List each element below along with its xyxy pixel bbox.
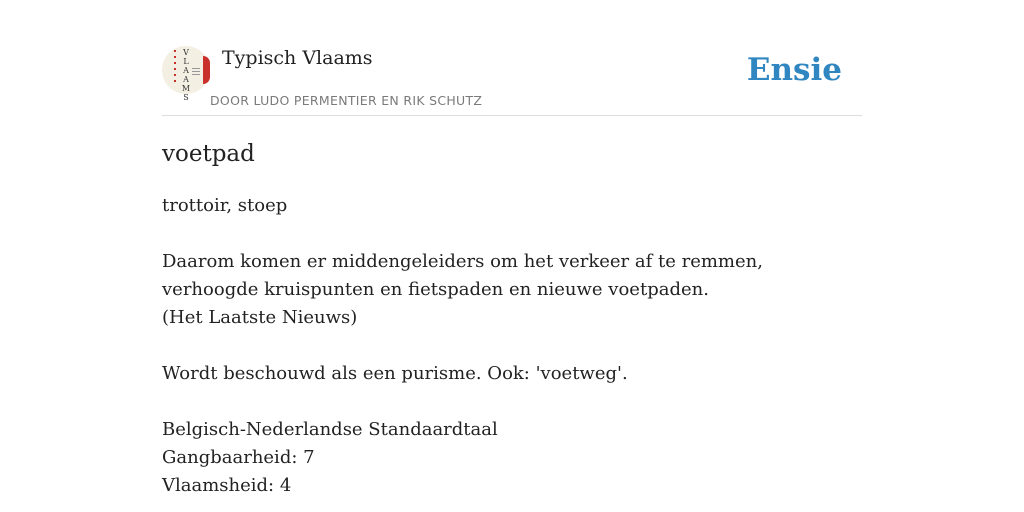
cover-stripe: [203, 56, 210, 84]
dictionary-entry: [162, 138, 862, 500]
paragraph-gap: [162, 220, 862, 248]
entry-headword: voetpad: [162, 141, 255, 167]
cover-letter: A: [183, 66, 189, 75]
entry-gangbaarheid: Gangbaarheid: 7: [162, 447, 315, 468]
entry-definition: [162, 192, 862, 500]
ensie-logo-link[interactable]: Ensie: [746, 52, 842, 88]
entry-example-source: (Het Laatste Nieuws): [162, 307, 358, 328]
cover-letter: S: [183, 93, 189, 102]
entry-vlaamsheid: Vlaamsheid: 4: [162, 475, 292, 496]
entry-synonyms: trottoir, stoep: [162, 195, 288, 216]
entry-language-variety: Belgisch-Nederlandse Standaardtaal: [162, 419, 498, 440]
cover-letter: A: [183, 75, 189, 84]
paragraph-gap: [162, 332, 862, 360]
cover-letter: L: [183, 57, 189, 66]
cover-letter: M: [181, 84, 191, 93]
cover-letter: V: [183, 48, 189, 57]
paragraph-gap: [162, 388, 862, 416]
dictionary-header: [162, 46, 862, 116]
entry-note: Wordt beschouwd als een purisme. Ook: 'voetweg'.: [162, 363, 628, 384]
dictionary-authors: DOOR LUDO PERMENTIER EN RIK SCHUTZ: [210, 93, 483, 108]
cover-decoration: [174, 50, 176, 86]
book-cover-icon[interactable]: [162, 46, 210, 102]
cover-text: [180, 48, 192, 102]
entry-example-text: Daarom komen er middengeleiders om het verkeer af te remmen, verhoogde kruispunten en fietspaden en nieuwe voetpaden.: [162, 251, 763, 300]
dictionary-title[interactable]: Typisch Vlaams: [222, 47, 373, 69]
cover-lines: [192, 68, 200, 76]
